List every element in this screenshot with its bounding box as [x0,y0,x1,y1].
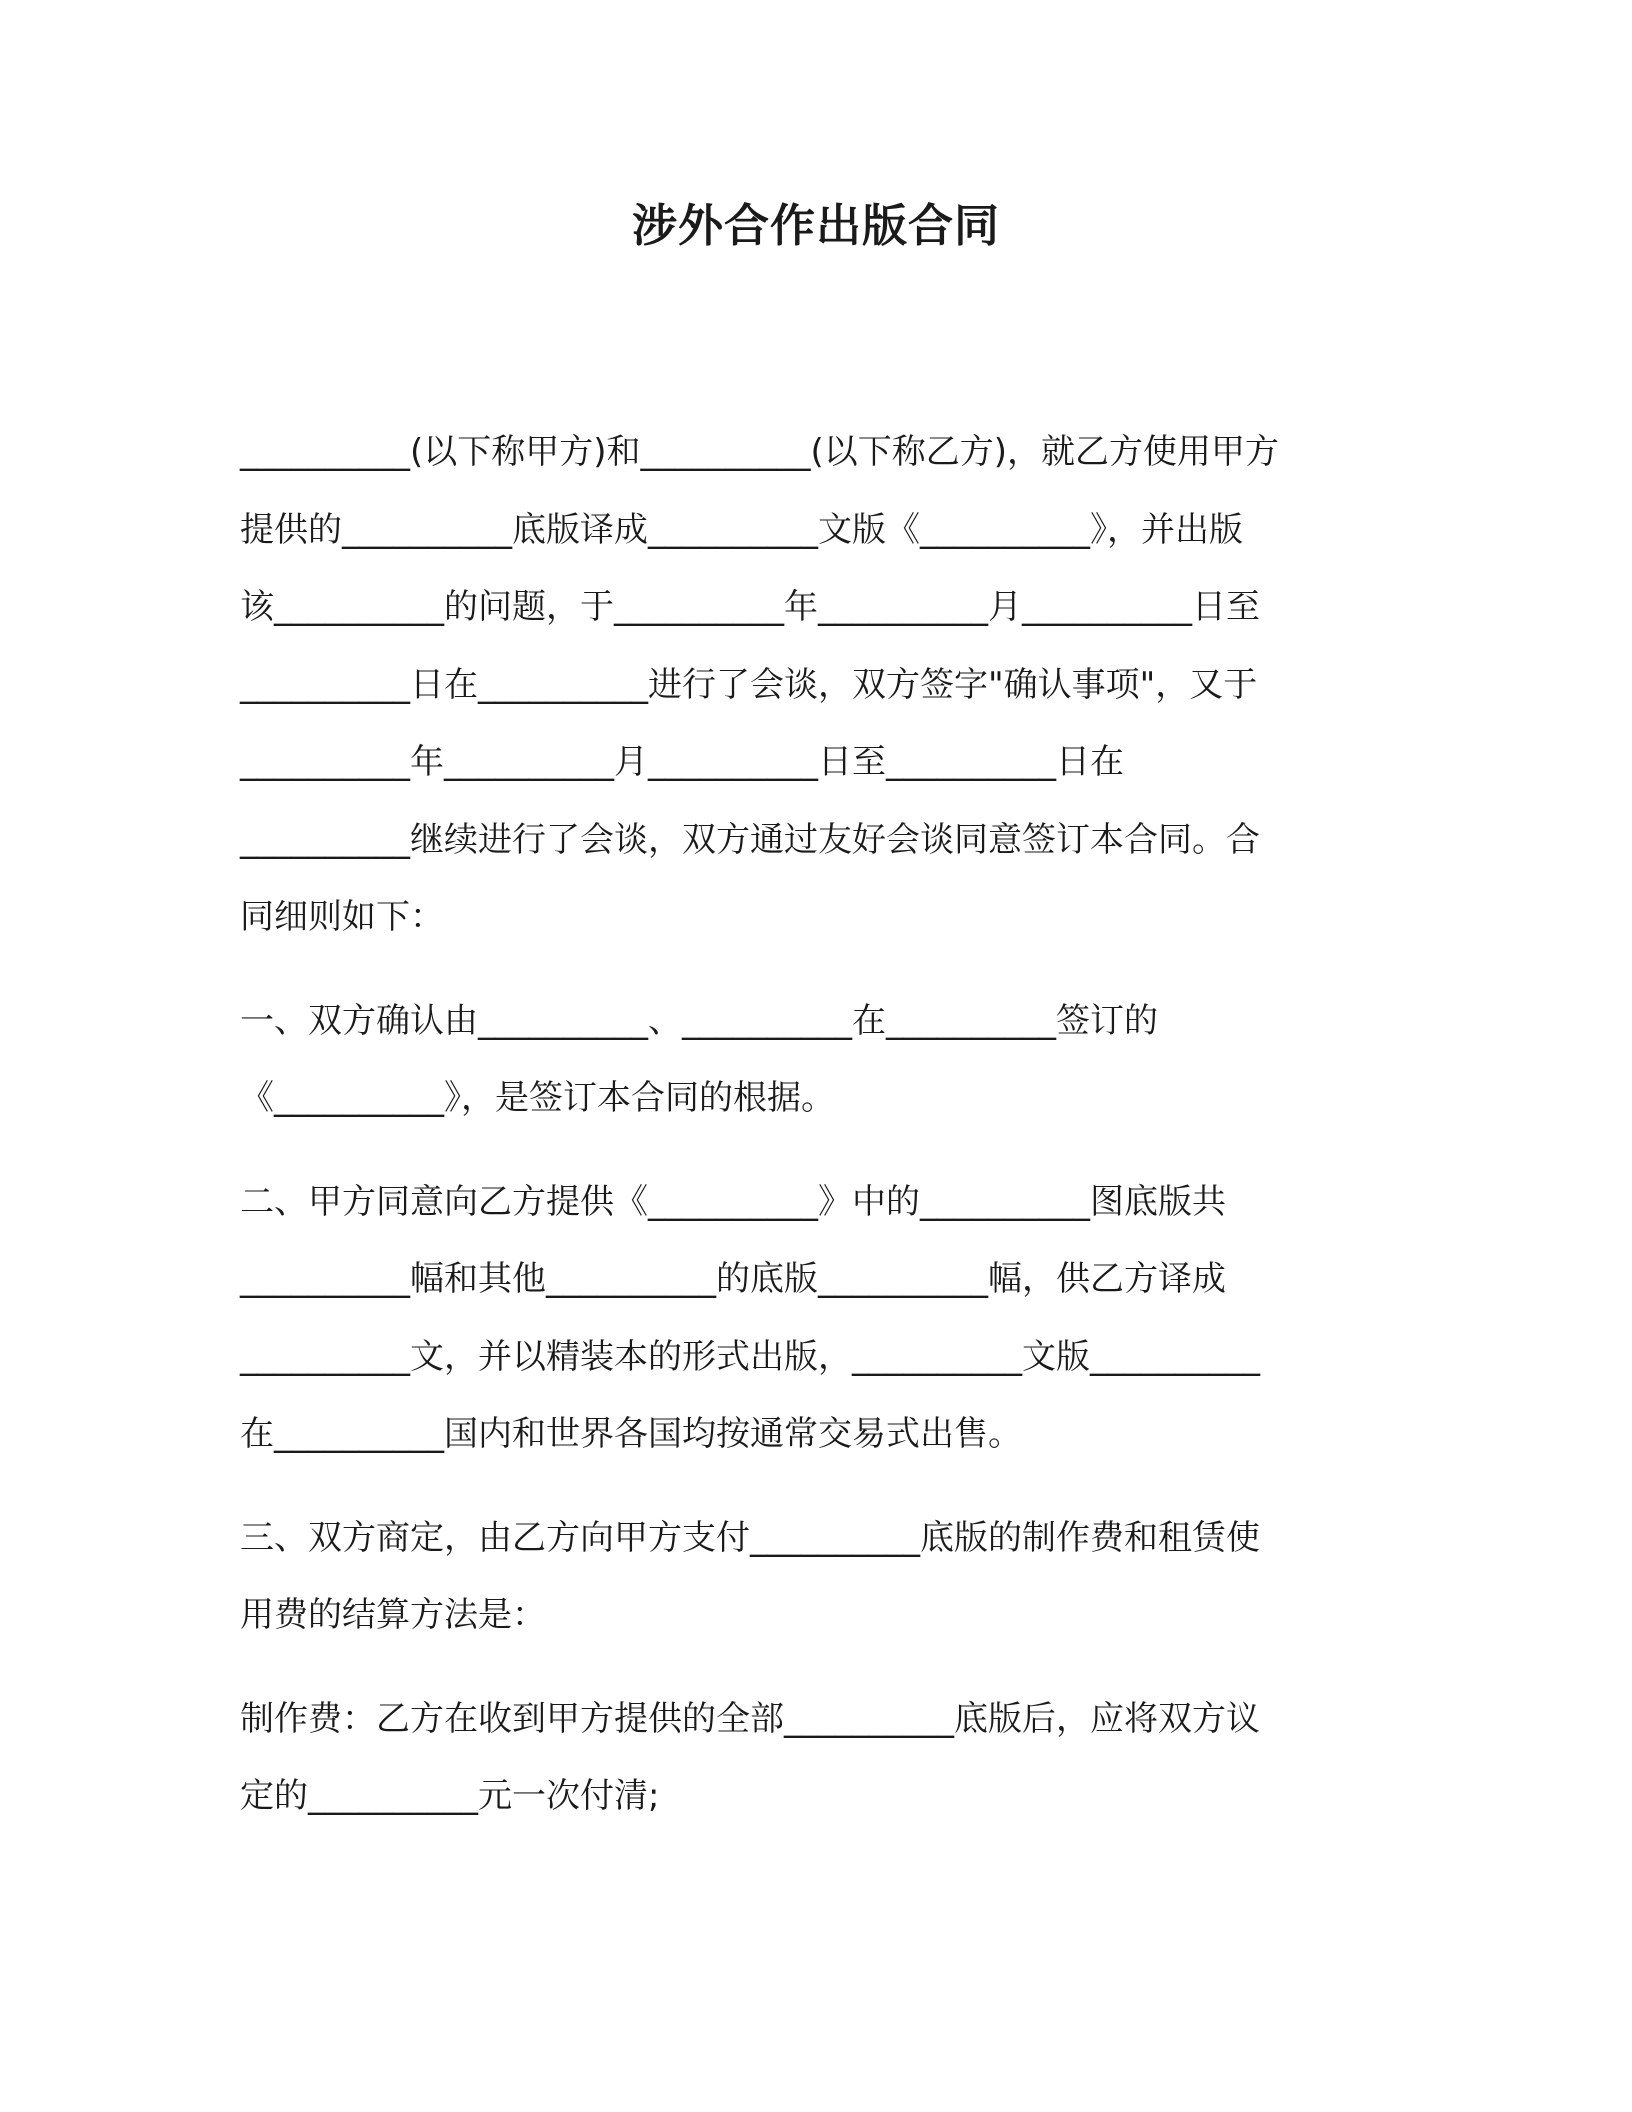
text-line: 二、甲方同意向乙方提供《__________》中的__________图底版共 [240,1181,1226,1222]
text-line: 三、双方商定，由乙方向甲方支付__________底版的制作费和租赁使 [240,1517,1260,1558]
clause-2 [240,1164,1400,1474]
text-line: __________幅和其他__________的底版__________幅，供乙方译成 [240,1259,1226,1299]
text-line: 定的__________元一次付清; [240,1776,660,1816]
text-line: 制作费：乙方在收到甲方提供的全部__________底版后，应将双方议 [240,1698,1260,1739]
text-line: __________(以下称甲方)和__________(以下称乙方)，就乙方使用甲方 [240,432,1280,472]
text-line: 在__________国内和世界各国均按通常交易式出售。 [240,1414,1022,1454]
text-line: __________年__________月__________日至__________日在 [240,742,1124,782]
text-line: __________继续进行了会谈，双方通过友好会谈同意签订本合同。合 [240,819,1260,860]
paragraph-gap [240,1655,1400,1681]
text-line: 一、双方确认由__________、__________在__________签订的 [240,1000,1158,1041]
contract-body [240,414,1400,1836]
document-title: 涉外合作出版合同 [631,199,1000,252]
clause-3 [240,1500,1400,1655]
text-line: __________日在__________进行了会谈，双方签字"确认事项"，又于 [240,664,1258,705]
paragraph-gap [240,957,1400,983]
text-line: 该__________的问题，于__________年__________月__________日至 [240,587,1260,627]
text-line: 同细则如下： [240,897,444,937]
paragraph-gap [240,1138,1400,1164]
clause-1 [240,983,1400,1138]
text-line: __________文，并以精装本的形式出版，__________文版__________ [240,1336,1260,1377]
text-line: 用费的结算方法是： [240,1595,546,1635]
production-fee-paragraph [240,1681,1400,1836]
paragraph-gap [240,1474,1400,1500]
preamble-paragraph [240,414,1400,957]
text-line: 《__________》，是签订本合同的根据。 [240,1078,835,1118]
text-line: 提供的__________底版译成__________文版《__________》，并出版 [240,509,1243,550]
